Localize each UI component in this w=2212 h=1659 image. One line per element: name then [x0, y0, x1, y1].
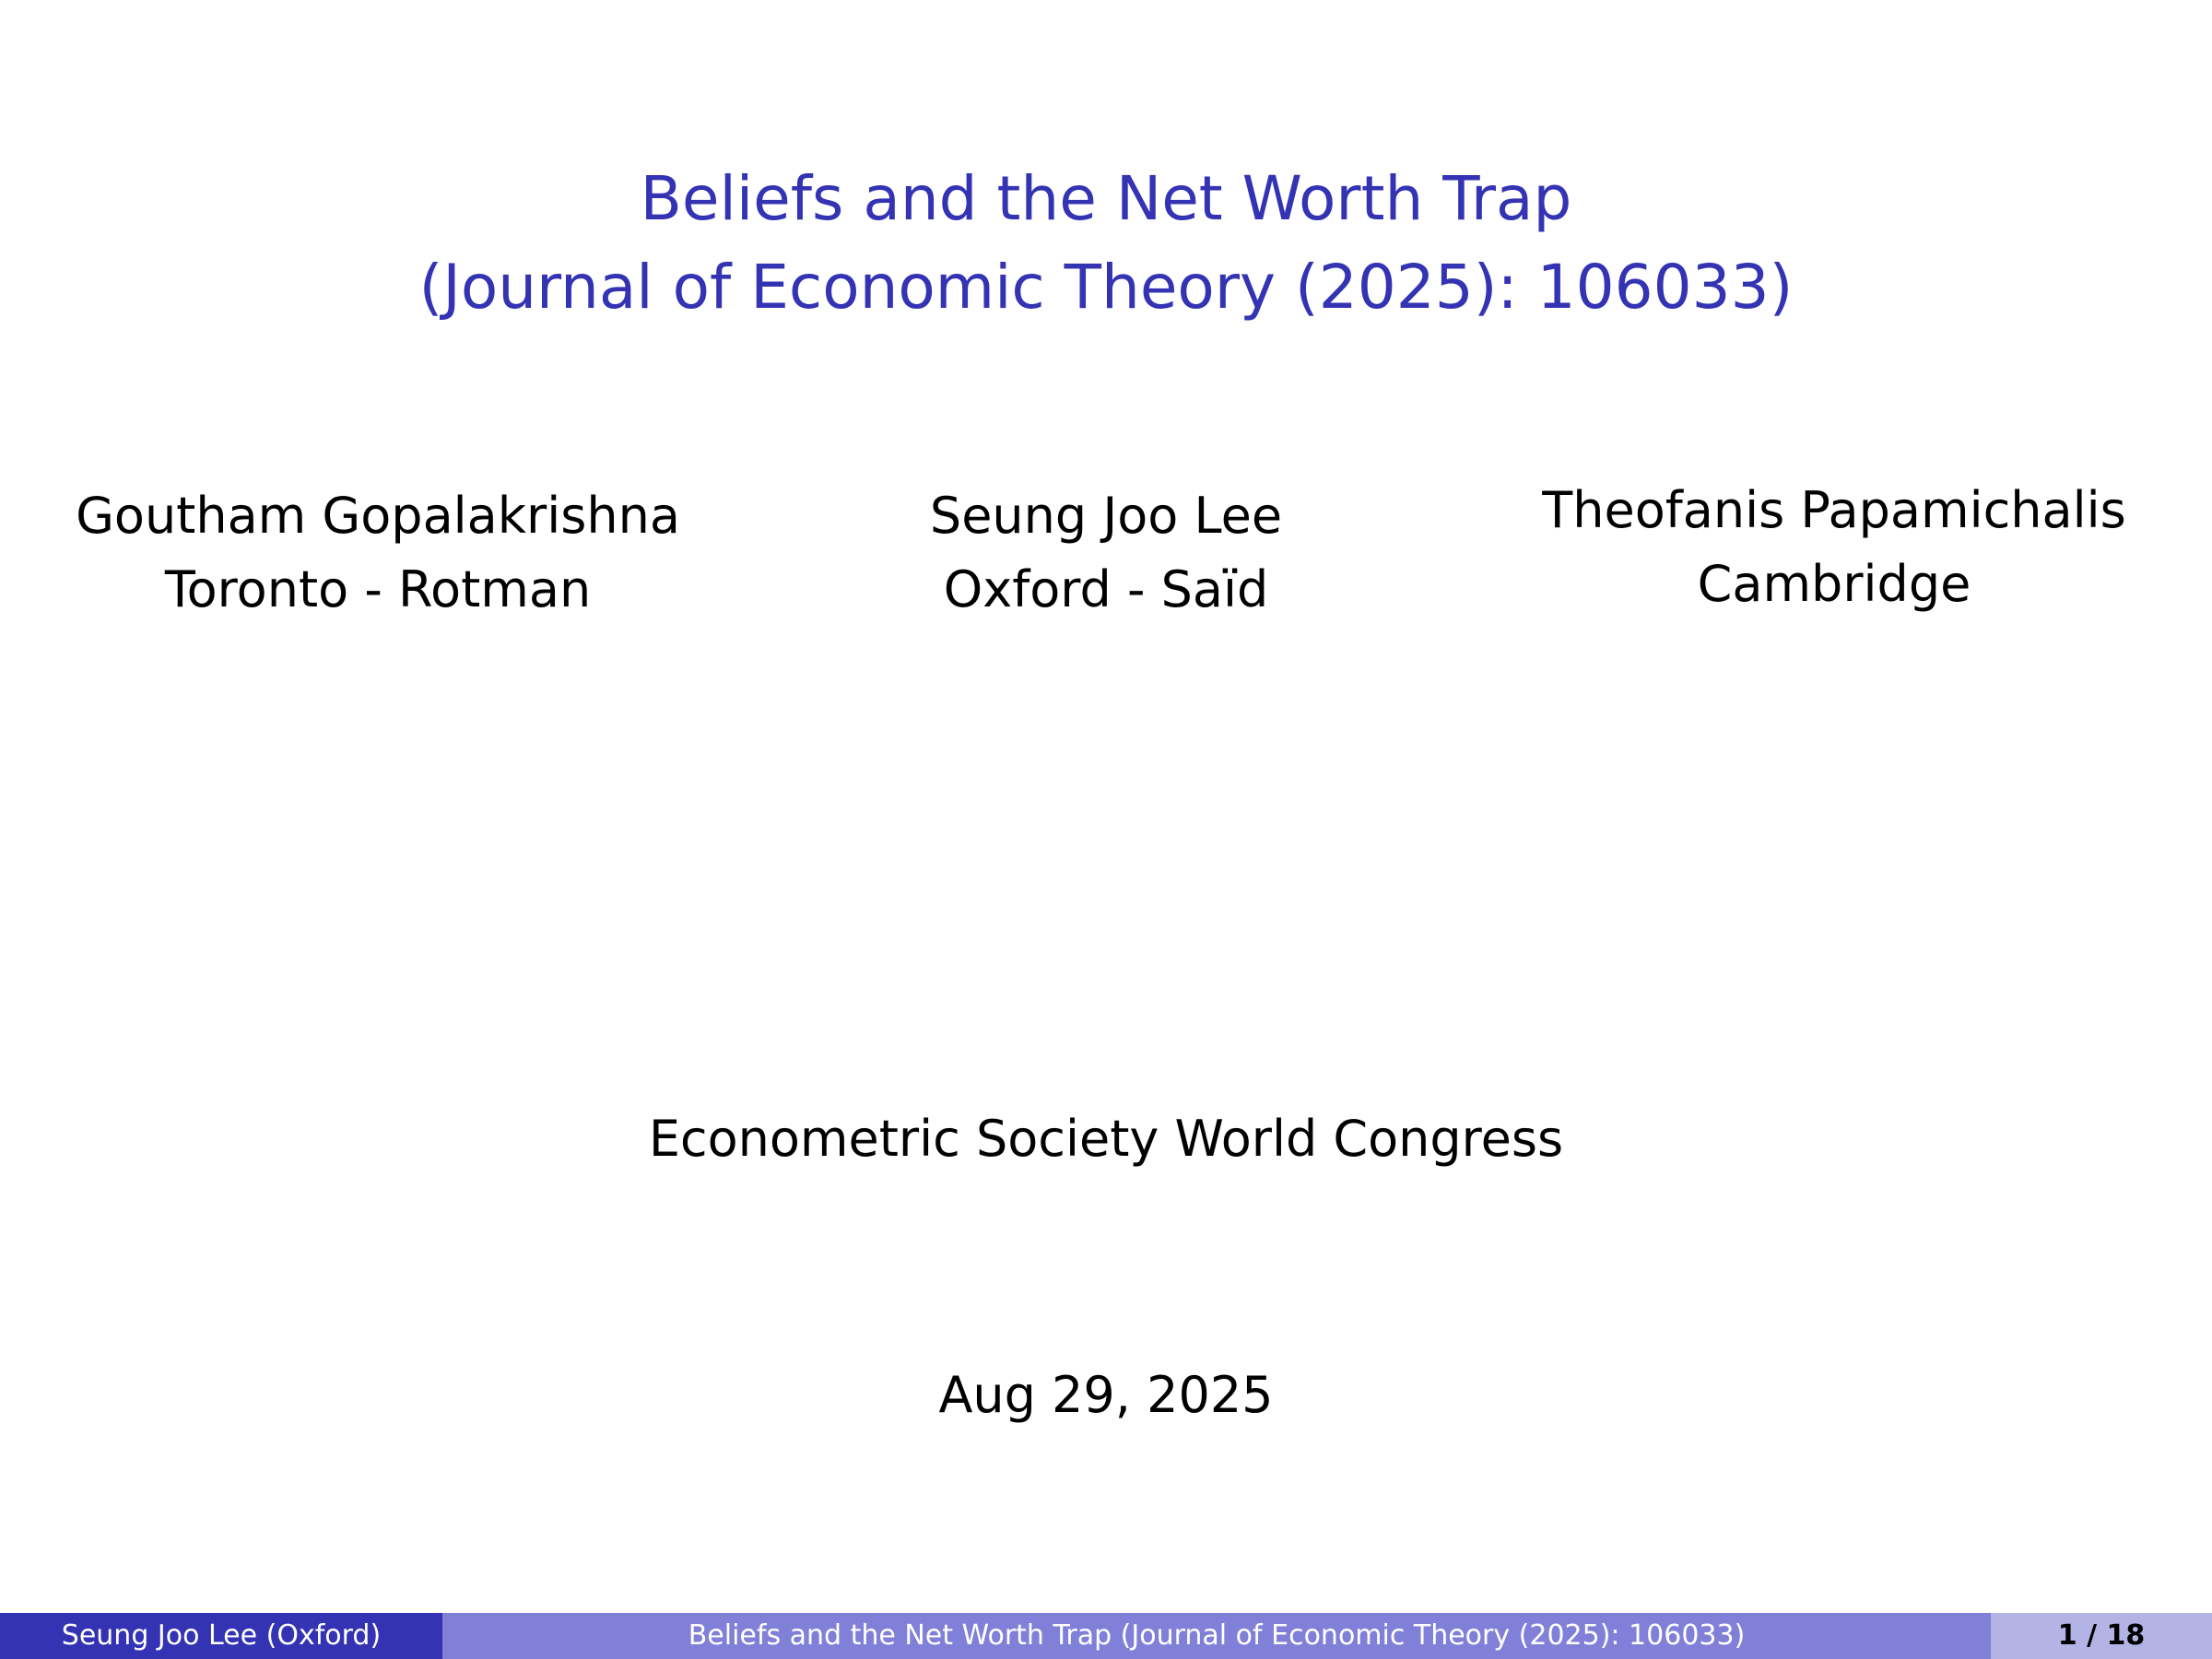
slide-title: [0, 155, 2212, 332]
footer-author: Seung Joo Lee (Oxford): [0, 1613, 442, 1659]
page-number: 1 / 18: [1991, 1613, 2212, 1659]
footer-bar: [0, 1613, 2212, 1659]
title-line-1: Beliefs and the Net Worth Trap: [640, 163, 1572, 234]
author-block: [756, 479, 1456, 627]
author-name: Theofanis Papamichalis: [1542, 481, 2126, 539]
title-line-2: (Journal of Economic Theory (2025): 106033): [418, 252, 1794, 323]
author-affiliation: Toronto - Rotman: [164, 560, 592, 618]
author-block: [28, 479, 728, 627]
author-block: [1484, 474, 2184, 621]
presentation-date: Aug 29, 2025: [938, 1366, 1274, 1424]
author-name: Seung Joo Lee: [929, 487, 1283, 545]
author-affiliation: Cambridge: [1697, 555, 1971, 613]
author-affiliation: Oxford - Saïd: [943, 560, 1269, 618]
footer-title: Beliefs and the Net Worth Trap (Journal of Economic Theory (2025): 106033): [442, 1613, 1991, 1659]
authors-row: [0, 479, 2212, 627]
author-name: Goutham Gopalakrishna: [76, 487, 680, 545]
event-name: Econometric Society World Congress: [648, 1110, 1564, 1168]
